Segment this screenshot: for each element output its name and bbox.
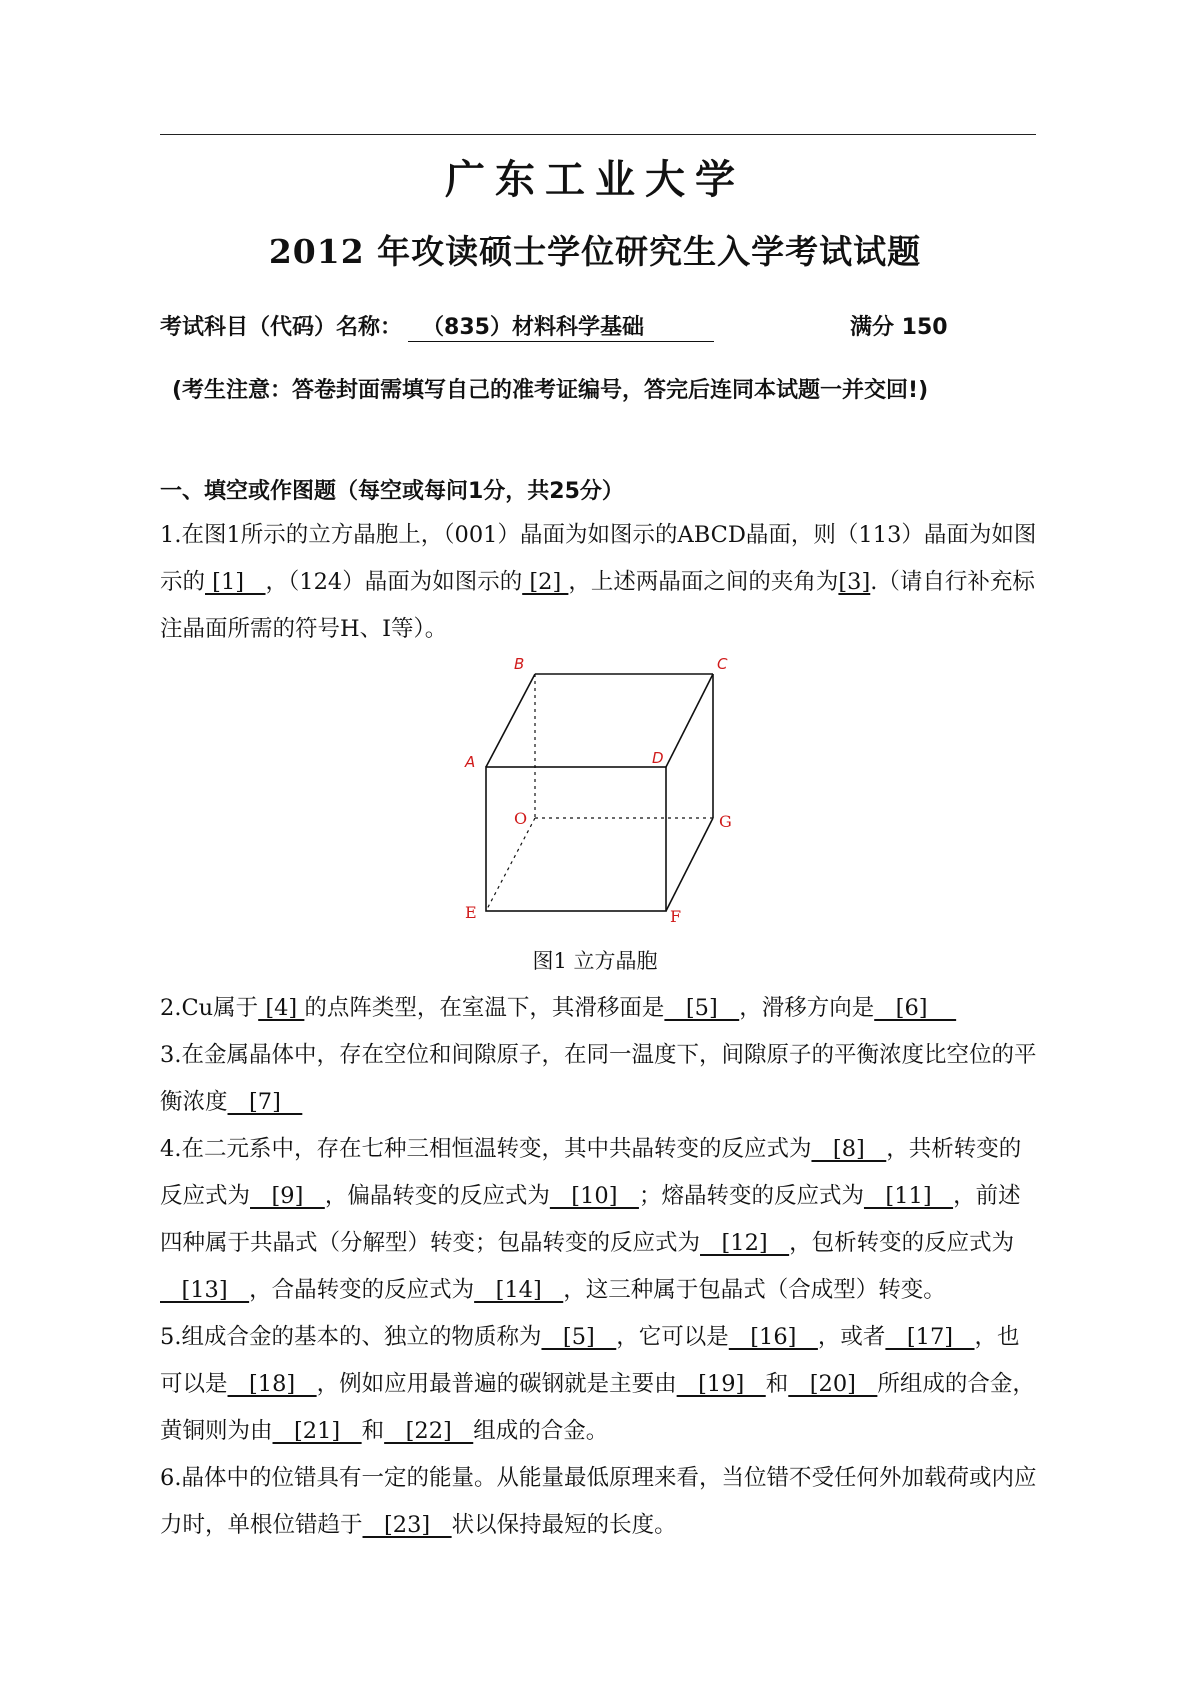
figure-caption: 图1 立方晶胞 (532, 949, 658, 973)
question-3 (160, 1032, 1040, 1126)
answer-blank-16: [16] (728, 1324, 818, 1350)
cube-edge (486, 674, 535, 767)
question-text: 所组成的合金，黄铜则为由 (160, 1371, 1035, 1444)
question-text: ，也可以是 (160, 1324, 1020, 1397)
question-text: 6.晶体中的位错具有一定的能量。从能量最低原理来看，当位错不受任何外加载荷或内应力时，单根位错趋于 (160, 1465, 1037, 1538)
answer-blank-17: [17] (885, 1324, 975, 1350)
question-text: ，上述两晶面之间的夹角为 (568, 569, 839, 595)
question-6 (160, 1455, 1040, 1549)
university-title: 广东工业大学 (445, 156, 745, 203)
vertex-label-g: G (719, 812, 732, 831)
vertex-label-d: D (652, 749, 664, 767)
vertex-label-b: B (514, 655, 525, 673)
answer-blank-20: [20] (788, 1371, 878, 1397)
cube-edge (666, 818, 713, 911)
answer-blank-23: [23] (362, 1512, 452, 1538)
header-rule (160, 134, 1036, 135)
question-text: .（请自行补充标注晶面所需的符号H、I等）。 (160, 569, 1035, 642)
answer-blank-19: [19] (676, 1371, 766, 1397)
question-text: ，或者 (817, 1324, 886, 1350)
question-text: ；熔晶转变的反应式为 (638, 1183, 864, 1209)
vertex-label-e: E (465, 903, 477, 922)
answer-blank-13: [13] (160, 1277, 250, 1303)
cubic-cell-figure (430, 650, 750, 940)
subject-value: （835）材料科学基础 (408, 310, 714, 342)
subject-label: 考试科目（代码）名称： (160, 315, 403, 340)
answer-blank-6: [6] (874, 995, 957, 1021)
question-2 (160, 985, 1040, 1032)
vertex-label-a: A (465, 753, 476, 771)
question-text: ，它可以是 (616, 1324, 729, 1350)
question-text: 组成的合金。 (473, 1418, 609, 1444)
exam-notice: (考生注意：答卷封面需填写自己的准考证编号，答完后连同本试题一并交回!) (172, 378, 929, 403)
cube-edge (666, 674, 713, 767)
exam-title: 2012 年攻读硕士学位研究生入学考试试题 (268, 232, 922, 271)
question-text: ，包析转变的反应式为 (789, 1230, 1015, 1256)
question-text: ，前述四种属于共晶式（分解型）转变；包晶转变的反应式为 (160, 1183, 1021, 1256)
answer-blank-14: [14] (474, 1277, 564, 1303)
full-score: 满分 150 (850, 315, 948, 340)
answer-blank-12: [12] (700, 1230, 790, 1256)
question-text: 和 (765, 1371, 789, 1397)
question-text: 1.在图1所示的立方晶胞上，（001）晶面为如图示的ABCD晶面，则（113）晶面为如图示的 (160, 522, 1037, 595)
answer-blank-2: [2] (522, 569, 569, 595)
answer-blank-15: [5] (541, 1324, 617, 1350)
answer-blank-8: [8] (811, 1136, 887, 1162)
answer-blank-9: [9] (250, 1183, 325, 1209)
question-text: ，合晶转变的反应式为 (249, 1277, 475, 1303)
answer-blank-7: [7] (227, 1089, 303, 1115)
cube-front-face (486, 767, 666, 911)
answer-blank-10: [10] (549, 1183, 639, 1209)
question-4 (160, 1126, 1040, 1314)
answer-blank-5: [5] (664, 995, 740, 1021)
question-text: 的点阵类型，在室温下，其滑移面是 (304, 995, 665, 1021)
answer-blank-3: [3] (838, 569, 871, 595)
answer-blank-1: [1] (205, 569, 266, 595)
answer-blank-21: [21] (272, 1418, 362, 1444)
question-1 (160, 512, 1040, 653)
question-text: 2.Cu属于 (160, 995, 259, 1021)
question-text: ，例如应用最普遍的碳钢就是主要由 (316, 1371, 677, 1397)
answer-blank-4: [4] (258, 995, 305, 1021)
question-text: ，滑移方向是 (739, 995, 875, 1021)
question-text: 4.在二元系中，存在七种三相恒温转变，其中共晶转变的反应式为 (160, 1136, 812, 1162)
answer-blank-11: [11] (863, 1183, 954, 1209)
vertex-label-o: O (514, 809, 528, 828)
question-text: 和 (361, 1418, 385, 1444)
question-text: ，这三种属于包晶式（合成型）转变。 (563, 1277, 946, 1303)
question-text: ，共析转变的反应式为 (160, 1136, 1022, 1209)
question-5 (160, 1314, 1040, 1455)
question-text: 3.在金属晶体中，存在空位和间隙原子，在同一温度下，间隙原子的平衡浓度比空位的平衡浓度 (160, 1042, 1037, 1115)
subject-line (160, 310, 714, 342)
vertex-label-c: C (717, 655, 728, 673)
section-heading: 一、填空或作图题（每空或每问1分，共25分） (160, 479, 624, 504)
question-text: 5.组成合金的基本的、独立的物质称为 (160, 1324, 542, 1350)
vertex-label-f: F (670, 907, 682, 926)
question-text: ，（124）晶面为如图示的 (265, 569, 523, 595)
question-text: ，偏晶转变的反应式为 (324, 1183, 550, 1209)
answer-blank-22: [22] (384, 1418, 474, 1444)
answer-blank-18: [18] (227, 1371, 317, 1397)
question-text: 状以保持最短的长度。 (451, 1512, 677, 1538)
cube-hidden-edge (486, 818, 535, 911)
